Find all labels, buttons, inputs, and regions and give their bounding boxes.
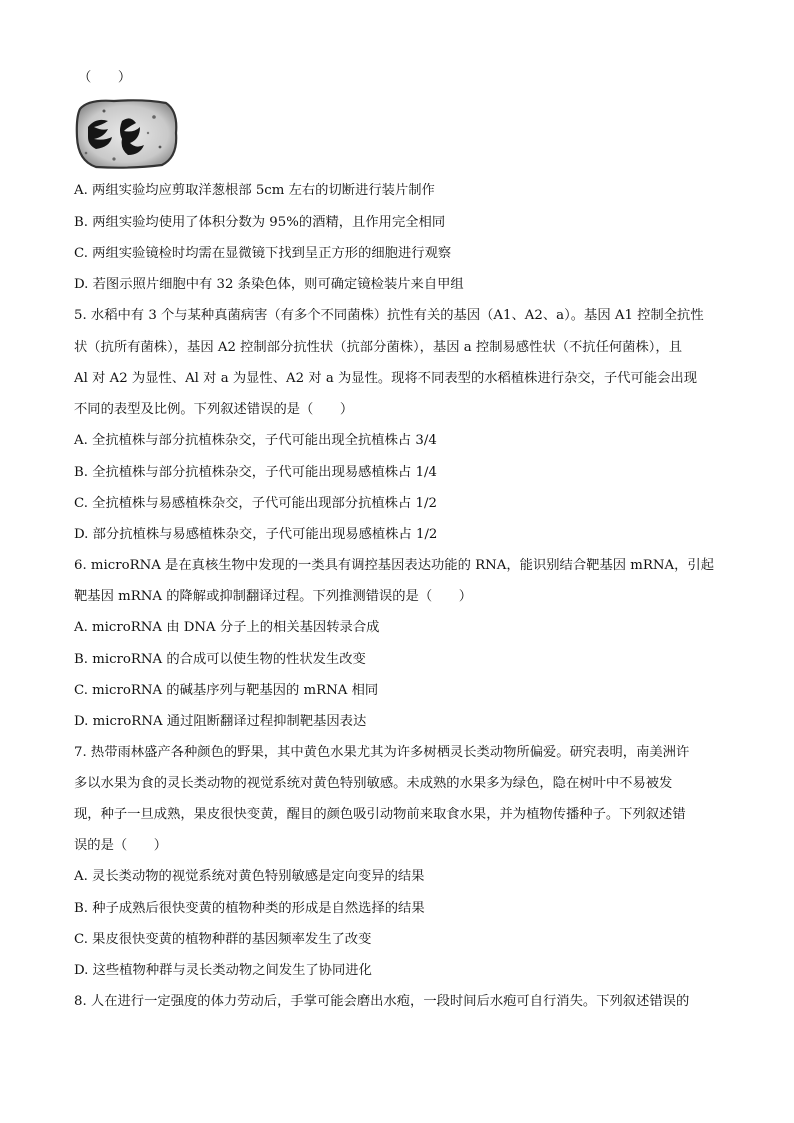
q5-stem-line: 状（抗所有菌株），基因 A2 控制部分抗性状（抗部分菌株），基因 a 控制易感性状（不抗任何菌株），且 <box>74 340 683 355</box>
q6-option-c: C. microRNA 的碱基序列与靶基因的 mRNA 相同 <box>74 683 379 698</box>
answer-blank: （ ） <box>78 70 132 85</box>
q4-option-d: D. 若图示照片细胞中有 32 条染色体，则可确定镜检装片来自甲组 <box>74 277 464 292</box>
q5-option-c: C. 全抗植株与易感植株杂交，子代可能出现部分抗植株占 1/2 <box>74 496 437 511</box>
q8-stem-line: 8. 人在进行一定强度的体力劳动后，手掌可能会磨出水疱，一段时间后水疱可自行消失。下列叙述错误的 <box>74 994 690 1009</box>
q7-option-d: D. 这些植物种群与灵长类动物之间发生了协同进化 <box>74 963 372 978</box>
q7-option-c: C. 果皮很快变黄的植物种群的基因频率发生了改变 <box>74 932 372 947</box>
q5-stem-line: 5. 水稻中有 3 个与某种真菌病害（有多个不同菌株）抗性有关的基因（A1、A2、a）。基因 A1 控制全抗性 <box>74 308 704 323</box>
q6-option-a: A. microRNA 由 DNA 分子上的相关基因转录合成 <box>74 620 380 635</box>
q7-stem-line: 多以水果为食的灵长类动物的视觉系统对黄色特别敏感。未成熟的水果多为绿色，隐在树叶中不易被发 <box>74 776 673 791</box>
micrograph-image <box>74 97 180 169</box>
q7-option-a: A. 灵长类动物的视觉系统对黄色特别敏感是定向变异的结果 <box>74 869 425 884</box>
q5-stem-line: Al 对 A2 为显性、Al 对 a 为显性、A2 对 a 为显性。现将不同表型的水稻植株进行杂交，子代可能会出现 <box>74 371 698 386</box>
q6-stem-line: 靶基因 mRNA 的降解或抑制翻译过程。下列推测错误的是（ ） <box>74 589 473 604</box>
q4-option-b: B. 两组实验均使用了体积分数为 95%的酒精，且作用完全相同 <box>74 215 446 230</box>
q7-stem-line: 误的是（ ） <box>74 838 168 853</box>
q5-stem-line: 不同的表型及比例。下列叙述错误的是（ ） <box>74 402 354 417</box>
q4-option-c: C. 两组实验镜检时均需在显微镜下找到呈正方形的细胞进行观察 <box>74 246 452 261</box>
q7-stem-line: 7. 热带雨林盛产各种颜色的野果，其中黄色水果尤其为许多树栖灵长类动物所偏爱。研究表明，南美洲许 <box>74 745 690 760</box>
q5-option-a: A. 全抗植株与部分抗植株杂交，子代可能出现全抗植株占 3/4 <box>74 433 437 448</box>
q6-option-b: B. microRNA 的合成可以使生物的性状发生改变 <box>74 652 366 667</box>
q7-stem-line: 现，种子一旦成熟，果皮很快变黄，醒目的颜色吸引动物前来取食水果，并为植物传播种子。下列叙述错 <box>74 807 686 822</box>
q6-option-d: D. microRNA 通过阻断翻译过程抑制靶基因表达 <box>74 714 367 729</box>
q5-option-b: B. 全抗植株与部分抗植株杂交，子代可能出现易感植株占 1/4 <box>74 465 437 480</box>
q4-option-a: A. 两组实验均应剪取洋葱根部 5cm 左右的切断进行装片制作 <box>74 183 435 198</box>
q7-option-b: B. 种子成熟后很快变黄的植物种类的形成是自然选择的结果 <box>74 901 425 916</box>
q6-stem-line: 6. microRNA 是在真核生物中发现的一类具有调控基因表达功能的 RNA，能识别结合靶基因 mRNA，引起 <box>74 558 715 573</box>
q5-option-d: D. 部分抗植株与易感植株杂交，子代可能出现易感植株占 1/2 <box>74 527 438 542</box>
